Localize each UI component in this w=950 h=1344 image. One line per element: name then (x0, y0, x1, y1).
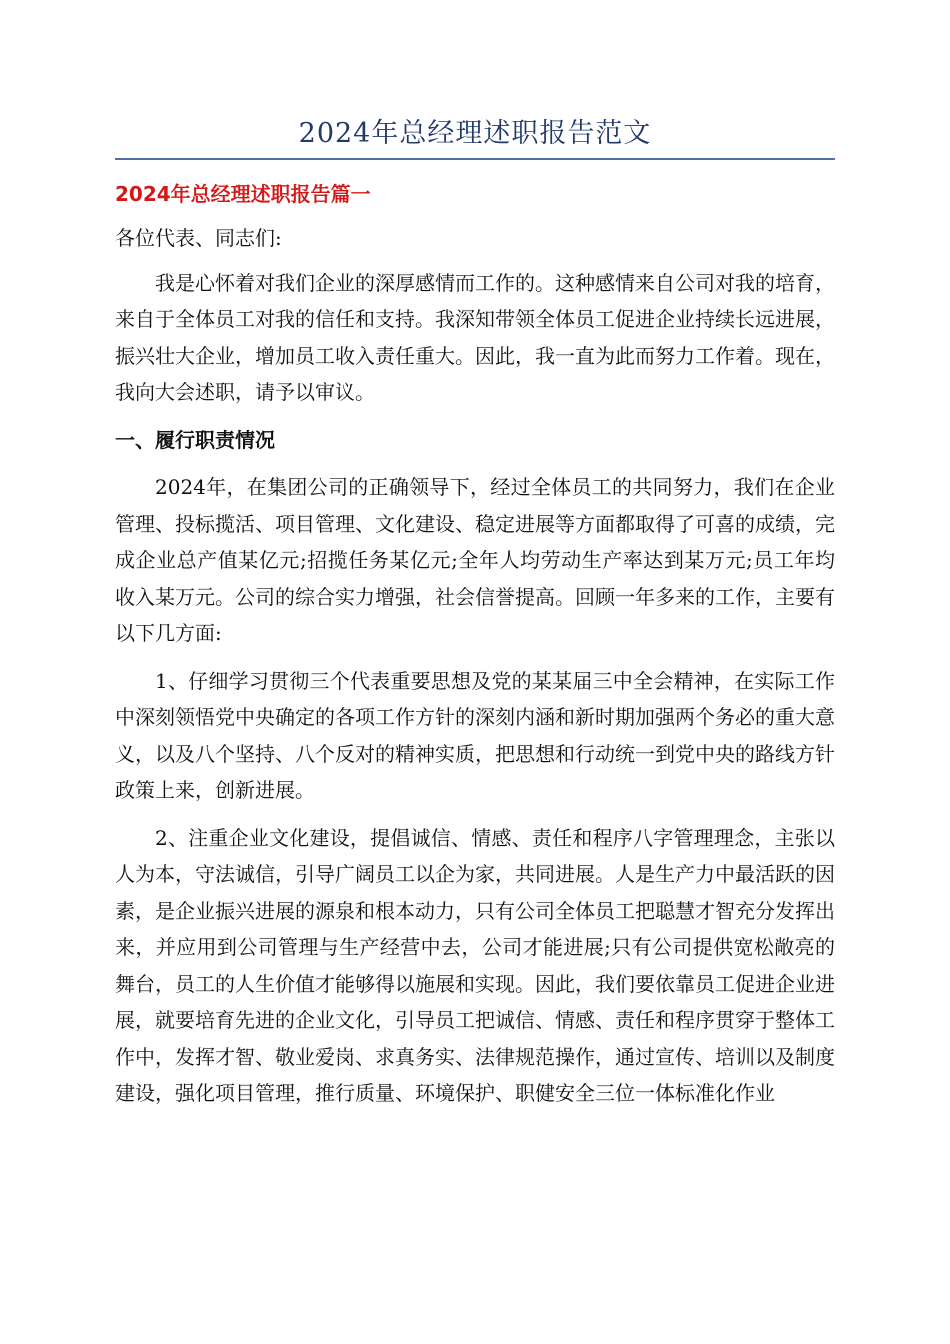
section-heading: 2024年总经理述职报告篇一 (115, 182, 371, 206)
intro-paragraph: 我是心怀着对我们企业的深厚感情而工作的。这种感情来自公司对我的培育，来自于全体员工对我的信任和支持。我深知带领全体员工促进企业持续长远进展，振兴壮大企业，增加员工收入责任重大。因此，我一直为此而努力工作着。现在，我向大会述职，请予以审议。 (115, 270, 835, 404)
document-title: 2024年总经理述职报告范文 (115, 112, 835, 160)
document-body (115, 176, 835, 1123)
paragraph-2024-summary: 2024年，在集团公司的正确领导下，经过全体员工的共同努力，我们在企业管理、投标揽活、项目管理、文化建设、稳定进展等方面都取得了可喜的成绩，完成企业总产值某亿元;招揽任务某亿元;全年人均劳动生产率达到某万元;员工年均收入某万元。公司的综合实力增强，社会信誉提高。回顾一年多来的工作，主要有以下几方面: (115, 475, 835, 645)
salutation: 各位代表、同志们: (115, 226, 282, 250)
heading-duties: 一、履行职责情况 (115, 427, 275, 452)
paragraph-item-2: 2、注重企业文化建设，提倡诚信、情感、责任和程序八字管理理念，主张以人为本，守法诚信，引导广阔员工以企为家，共同进展。人是生产力中最活跃的因素，是企业振兴进展的源泉和根本动力，只有公司全体员工把聪慧才智充分发挥出来，并应用到公司管理与生产经营中去，公司才能进展;只有公司提供宽松敞亮的舞台，员工的人生价值才能够得以施展和实现。因此，我们要依靠员工促进企业进展，就要培育先进的企业文化，引导员工把诚信、情感、责任和程序贯穿于整体工作中，发挥才智、敬业爱岗、求真务实、法律规范操作，通过宣传、培训以及制度建设，强化项目管理，推行质量、环境保护、职健安全三位一体标准化作业 (115, 825, 835, 1105)
paragraph-item-1: 1、仔细学习贯彻三个代表重要思想及党的某某届三中全会精神，在实际工作中深刻领悟党中央确定的各项工作方针的深刻内涵和新时期加强两个务必的重大意义，以及八个坚持、八个反对的精神实质，把思想和行动统一到党中央的路线方针政策上来，创新进展。 (115, 668, 835, 802)
